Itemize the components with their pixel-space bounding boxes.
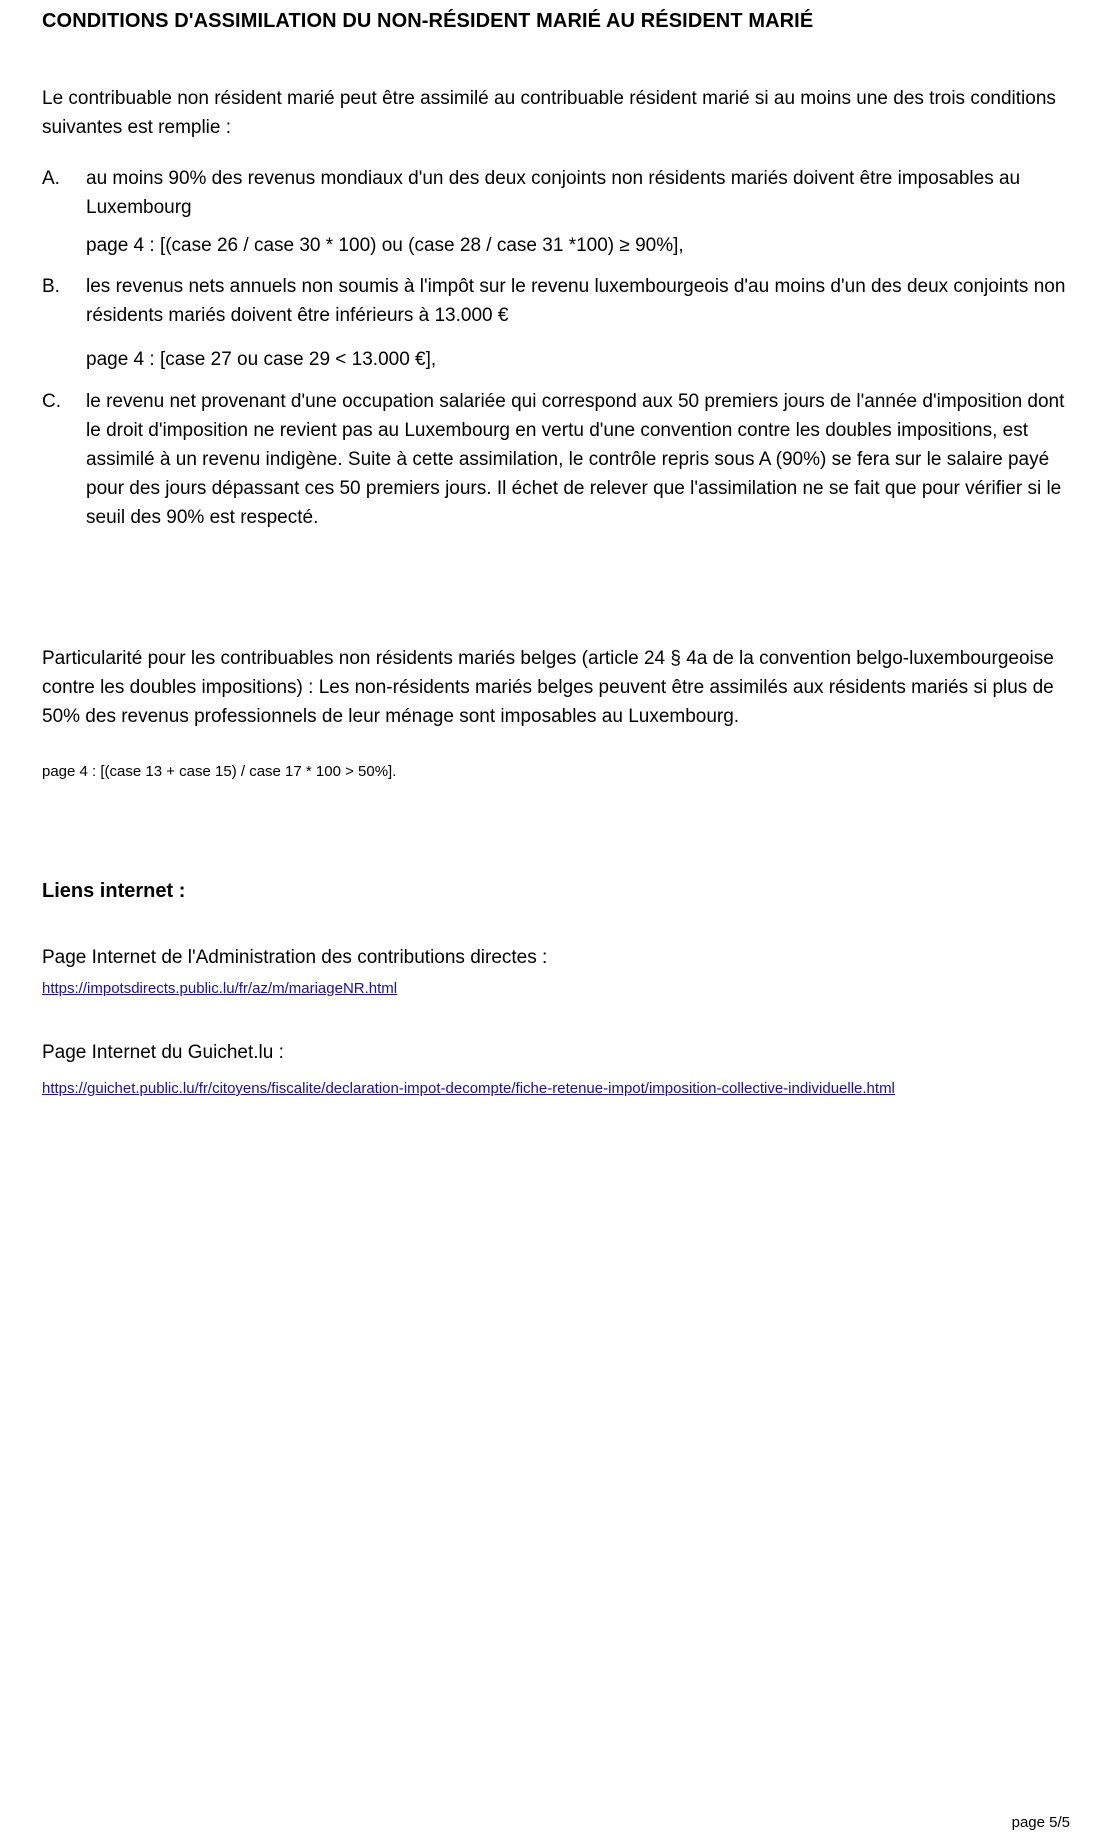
condition-b: [42, 272, 1082, 330]
link-acd[interactable]: https://impotsdirects.public.lu/fr/az/m/mariageNR.html: [42, 980, 398, 997]
intro-paragraph: Le contribuable non résident marié peut être assimilé au contribuable résident marié si au moins une des trois conditions suivantes est remplie :: [42, 88, 1056, 138]
condition-c-text: le revenu net provenant d'une occupation salariée qui correspond aux 50 premiers jours de l'année d'imposition dont le droit d'imposition ne revient pas au Luxembourg en vertu d'une convention contre les doubles impositions, est assimilé à un revenu indigène. Suite à cette assimilation, le contrôle repris sous A (90%) se fera sur le salaire payé pour des jours dépassant ces 50 premiers jours. Il échet de relever que l'assimilation ne se fait que pour vérifier si le seuil des 90% est respecté.: [86, 391, 1065, 528]
links-heading: Liens internet :: [42, 880, 186, 902]
condition-b-text: les revenus nets annuels non soumis à l'impôt sur le revenu luxembourgeois d'au moins d'un des deux conjoints non résidents mariés doivent être inférieurs à 13.000 €: [86, 276, 1066, 326]
page-number: page 5/5: [1011, 1814, 1070, 1831]
condition-b-formula: page 4 : [case 27 ou case 29 < 13.000 €],: [86, 349, 437, 370]
condition-a-formula: page 4 : [(case 26 / case 30 * 100) ou (case 28 / case 31 *100) ≥ 90%],: [86, 235, 684, 256]
link-guichet[interactable]: https://guichet.public.lu/fr/citoyens/fiscalite/declaration-impot-decompte/fiche-retenue-impot/imposition-collective-individuelle.html: [42, 1080, 895, 1097]
link-label-guichet: Page Internet du Guichet.lu :: [42, 1042, 284, 1063]
condition-c-letter: C.: [42, 391, 61, 412]
belgian-paragraph: Particularité pour les contribuables non résidents mariés belges (article 24 § 4a de la convention belgo-luxembourgeoise contre les doubles impositions) : Les non-résidents mariés belges peuvent être assimilés aux résidents mariés si plus de 50% des revenus professionnels de leur ménage sont imposables au Luxembourg.: [42, 648, 1054, 727]
page-title: CONDITIONS D'ASSIMILATION DU NON-RÉSIDENT MARIÉ AU RÉSIDENT MARIÉ: [42, 10, 814, 32]
condition-a-text: au moins 90% des revenus mondiaux d'un des deux conjoints non résidents mariés doivent être imposables au Luxembourg: [86, 168, 1021, 218]
condition-b-letter: B.: [42, 276, 60, 297]
condition-a-letter: A.: [42, 168, 60, 189]
condition-c: [42, 387, 1082, 532]
condition-a: [42, 164, 1082, 222]
belgian-formula: page 4 : [(case 13 + case 15) / case 17 * 100 > 50%].: [42, 763, 397, 780]
link-label-acd: Page Internet de l'Administration des contributions directes :: [42, 947, 548, 968]
